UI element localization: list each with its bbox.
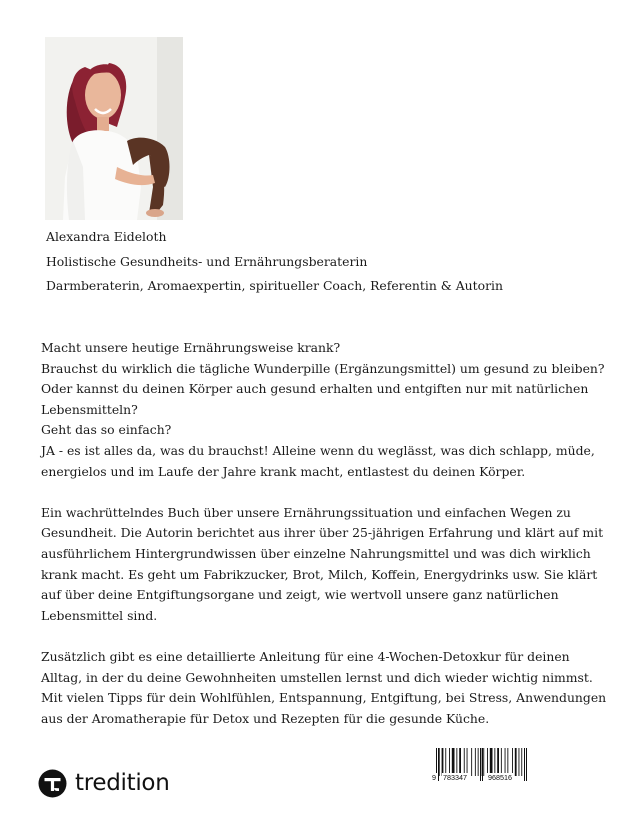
publisher-name: tredition [75, 770, 170, 796]
blurb-line: Macht unsere heutige Ernährungsweise krank? [41, 340, 341, 355]
blurb-paragraph-2 [41, 503, 604, 627]
blurb-line: JA - es ist alles da, was du brauchst! Alleine wenn du weglässt, was dich schlapp, müde, [41, 442, 595, 458]
blurb-line: Zusätzlich gibt es eine detaillierte Anleitung für eine 4-Wochen-Detoxkur für deinen [41, 648, 570, 664]
author-name: Alexandra Eideloth [46, 229, 167, 244]
blurb-line: energielos und im Laufe der Jahre krank macht, entlastest du deinen Körper. [41, 463, 526, 479]
blurb-line: Brauchst du wirklich die tägliche Wunderpille (Ergänzungsmittel) um gesund zu bleiben? [41, 360, 605, 376]
author-info [46, 228, 606, 302]
author-title: Holistische Gesundheits- und Ernährungsberaterin [46, 253, 368, 269]
blurb-line: ausführlichem Hintergrundwissen über einzelne Nahrungsmittel und was dich wirklich [41, 545, 591, 561]
tredition-logo-icon [38, 769, 67, 798]
barcode-lead-digit: 9 [432, 773, 436, 782]
barcode-left-digits: 783347 [443, 773, 467, 782]
blurb-line: krank macht. Es geht um Fabrikzucker, Brot, Milch, Koffein, Energydrinks usw. Sie klärt [41, 566, 598, 582]
blurb-line: Mit vielen Tipps für dein Wohlfühlen, Entspannung, Entgiftung, bei Stress, Anwendungen [41, 690, 607, 706]
blurb-line: Lebensmitteln? [41, 401, 138, 417]
publisher-logo [38, 767, 169, 799]
blurb-line: Ein wachrüttelndes Buch über unsere Ernährungssituation und einfachen Wegen zu [41, 504, 571, 520]
blurb-line: auf über deine Entgiftungsorgane und zeigt, wie wertvoll unsere ganz natürlichen [41, 587, 559, 603]
blurb-paragraph-3 [41, 647, 607, 729]
blurb-line: aus der Aromatherapie für Detox und Rezepten für die gesunde Küche. [41, 710, 490, 726]
blurb-line: Alltag, in der du deine Gewohnheiten umstellen lernst und dich wieder wichtig nimmst. [41, 669, 593, 685]
barcode-digits [431, 773, 531, 785]
author-photo [45, 37, 183, 220]
blurb-line: Geht das so einfach? [41, 422, 172, 438]
blurb-line: Lebensmittel sind. [41, 607, 158, 623]
blurb-line: Oder kannst du deinen Körper auch gesund erhalten und entgiften nur mit natürlichen [41, 381, 589, 397]
author-roles: Darmberaterin, Aromaexpertin, spiritueller Coach, Referentin & Autorin [46, 278, 503, 294]
barcode-right-digits: 968516 [488, 773, 512, 782]
blurb-line: Gesundheit. Die Autorin berichtet aus ihrer über 25-jährigen Erfahrung und klärt auf mit [41, 525, 604, 541]
blurb-paragraph-1 [41, 338, 605, 482]
book-blurb [41, 338, 607, 750]
